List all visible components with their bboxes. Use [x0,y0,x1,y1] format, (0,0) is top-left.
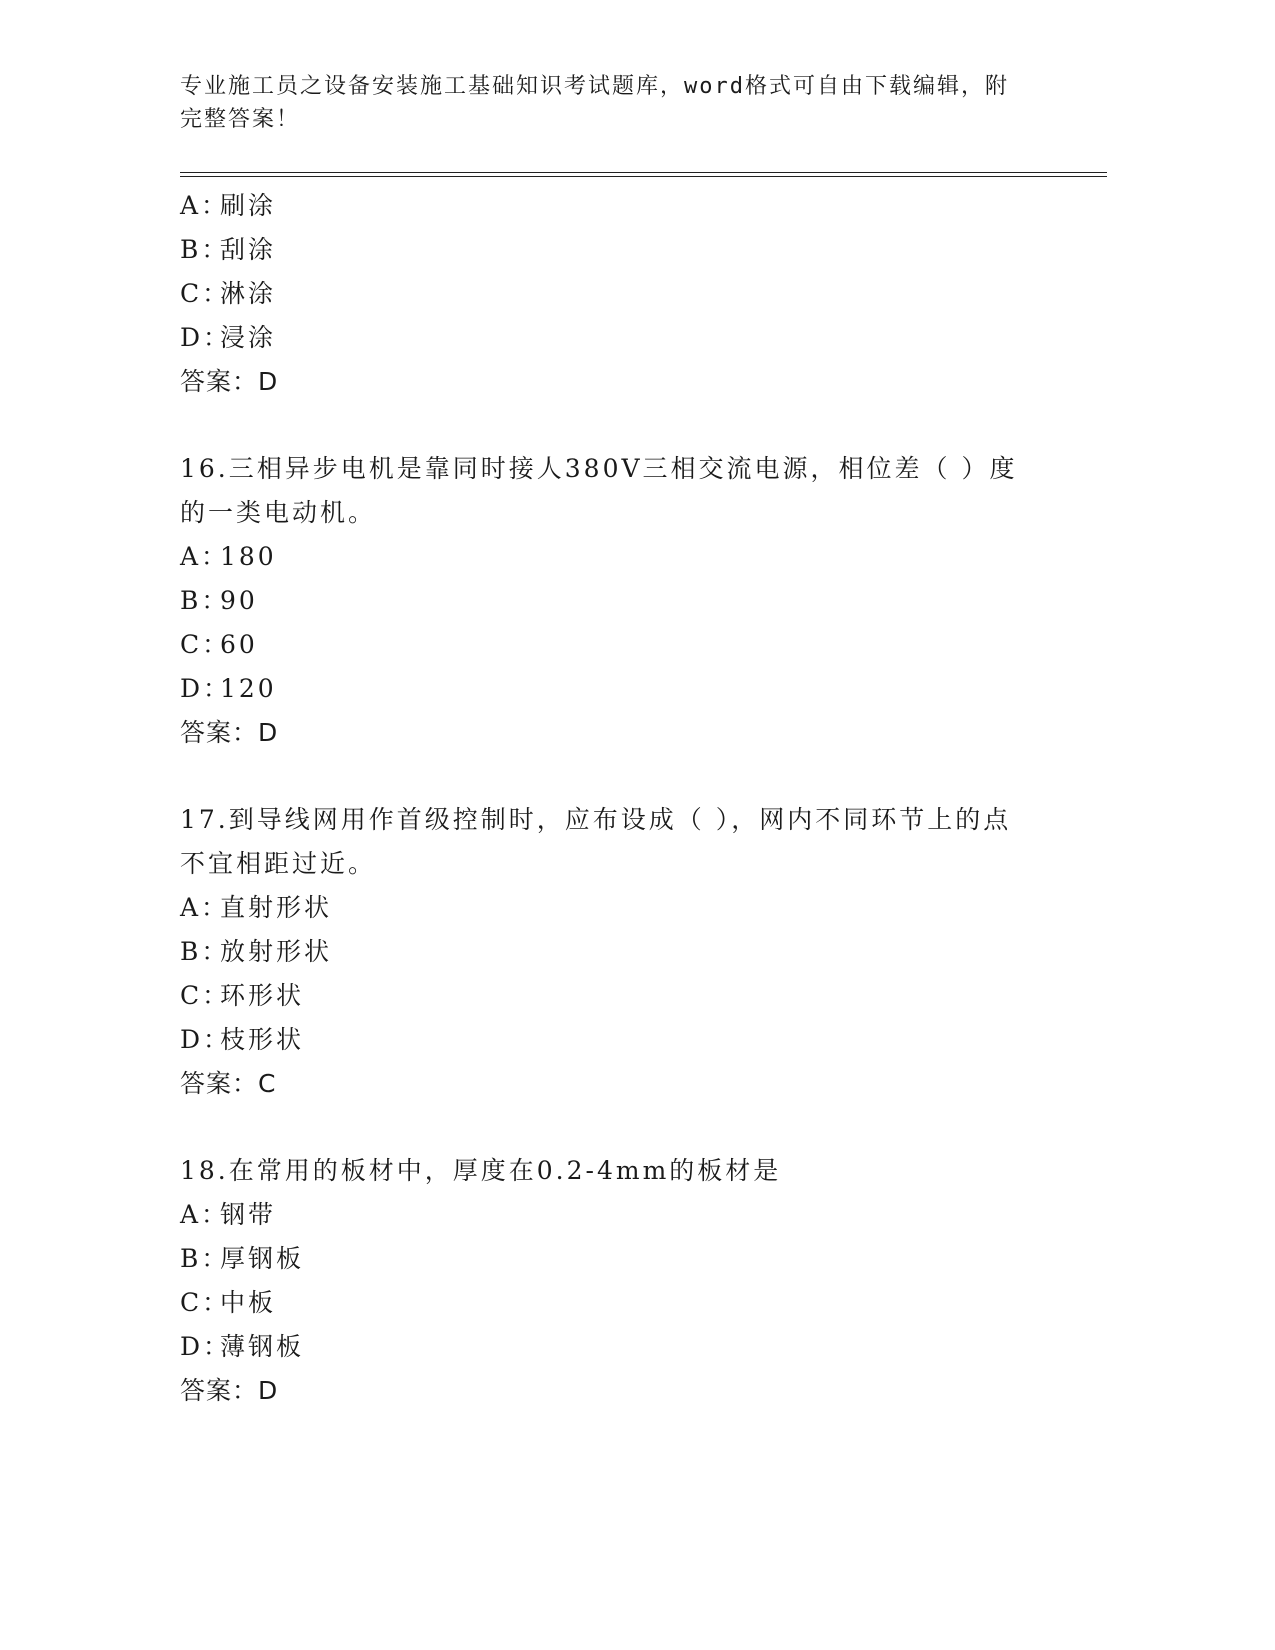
option-label: B： [180,1244,230,1273]
option-label: C： [180,630,231,659]
option-label: D： [180,674,232,703]
option-text: 薄钢板 [220,1332,305,1361]
spacer [180,1106,1040,1149]
option-text: 枝形状 [220,1025,305,1054]
option-a [180,184,1040,228]
spacer [180,404,1040,447]
option-label: B： [180,586,230,615]
answer-line: 答案：D [180,718,279,747]
option-d [180,667,1040,711]
option-text: 厚钢板 [220,1244,305,1273]
option-b [180,930,1040,974]
question-list [180,184,1040,1413]
option-c [180,623,1040,667]
question-text: 17.到导线网用作首级控制时，应布设成（ ），网内不同环节上的点不宜相距过近。 [180,805,1012,878]
option-text: 浸涂 [220,323,277,352]
option-d [180,316,1040,360]
option-label: A： [180,1200,230,1229]
option-text: 120 [220,674,277,703]
option-a [180,886,1040,930]
option-a [180,1193,1040,1237]
question-text: 16.三相异步电机是靠同时接人380V三相交流电源，相位差（ ）度的一类电动机。 [180,454,1018,527]
question-15 [180,184,1040,404]
option-c [180,1281,1040,1325]
option-text: 60 [220,630,258,659]
question-text: 18.在常用的板材中，厚度在0.2-4mm的板材是 [180,1156,782,1185]
option-text: 环形状 [220,981,305,1010]
answer-line: 答案：C [180,1069,277,1098]
option-label: D： [180,1332,232,1361]
option-label: C： [180,981,231,1010]
option-text: 中板 [220,1288,277,1317]
spacer [180,755,1040,798]
option-text: 刮涂 [220,235,277,264]
document-header: 专业施工员之设备安装施工基础知识考试题库，word格式可自由下载编辑，附完整答案！ [180,74,1009,132]
option-a [180,535,1040,579]
option-c [180,272,1040,316]
option-d [180,1018,1040,1062]
answer-line: 答案：D [180,1376,279,1405]
option-label: A： [180,191,230,220]
option-label: D： [180,1025,232,1054]
question-16 [180,447,1040,755]
option-label: C： [180,279,231,308]
option-text: 直射形状 [220,893,333,922]
header-divider [180,172,1107,177]
option-b [180,1237,1040,1281]
option-label: B： [180,937,230,966]
option-label: A： [180,893,230,922]
option-text: 钢带 [220,1200,277,1229]
option-text: 180 [220,542,277,571]
option-text: 淋涂 [220,279,277,308]
option-b [180,228,1040,272]
question-18 [180,1149,1040,1413]
question-17 [180,798,1040,1106]
option-text: 90 [220,586,258,615]
option-label: C： [180,1288,231,1317]
option-b [180,579,1040,623]
option-c [180,974,1040,1018]
option-text: 刷涂 [220,191,277,220]
answer-line: 答案：D [180,367,279,396]
option-label: A： [180,542,230,571]
option-label: D： [180,323,232,352]
option-d [180,1325,1040,1369]
option-label: B： [180,235,230,264]
option-text: 放射形状 [220,937,333,966]
